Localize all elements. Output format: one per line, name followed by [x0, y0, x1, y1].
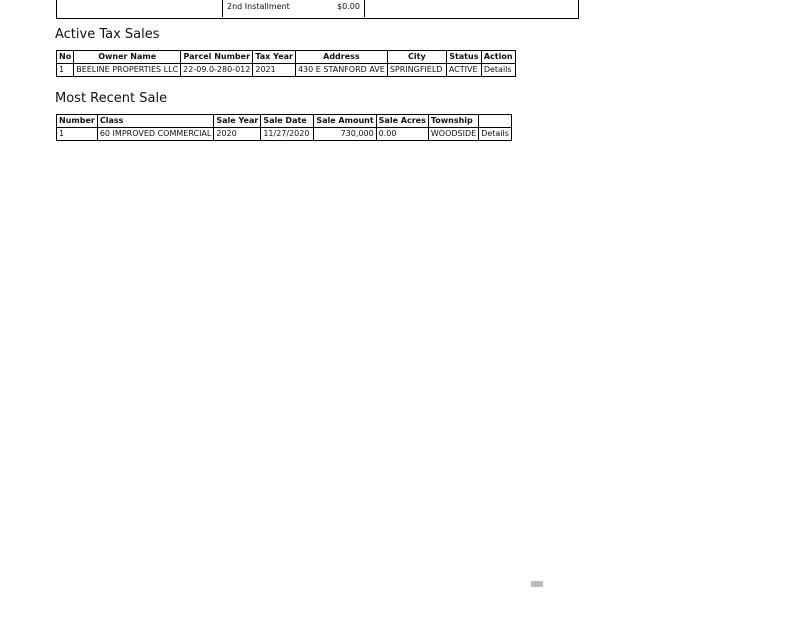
col-class: Class	[97, 115, 214, 128]
cell-status: ACTIVE	[446, 64, 481, 77]
col-address: Address	[295, 51, 387, 64]
col-sale-acres: Sale Acres	[376, 115, 428, 128]
col-owner-name: Owner Name	[74, 51, 181, 64]
col-action: Action	[481, 51, 515, 64]
table-row	[57, 64, 516, 77]
cell-sale-date: 11/27/2020	[261, 128, 314, 141]
cell-number: 1	[57, 128, 98, 141]
cell-class: 60 IMPROVED COMMERCIAL	[97, 128, 214, 141]
cell-divider	[222, 0, 223, 17]
col-sale-amount: Sale Amount	[314, 115, 376, 128]
col-tax-year: Tax Year	[253, 51, 296, 64]
installment-label: 2nd Installment	[227, 2, 290, 11]
active-tax-sales-heading: Active Tax Sales	[55, 27, 160, 42]
active-tax-sales-table	[56, 50, 516, 77]
cell-no: 1	[57, 64, 74, 77]
cell-city: SPRINGFIELD	[387, 64, 446, 77]
cell-tax-year: 2021	[253, 64, 296, 77]
col-status: Status	[446, 51, 481, 64]
col-no: No	[57, 51, 74, 64]
most-recent-sale-heading: Most Recent Sale	[55, 91, 168, 106]
col-city: City	[387, 51, 446, 64]
cell-address: 430 E STANFORD AVE	[295, 64, 387, 77]
most-recent-sale-table	[56, 114, 512, 141]
table-header-row	[57, 115, 512, 128]
table-header-row	[57, 51, 516, 64]
col-parcel-number: Parcel Number	[181, 51, 253, 64]
details-link[interactable]: Details	[479, 128, 512, 141]
installment-amount: $0.00	[337, 2, 360, 11]
cell-owner-name: BEELINE PROPERTIES LLC	[74, 64, 181, 77]
cell-divider	[364, 0, 365, 17]
col-sale-date: Sale Date	[261, 115, 314, 128]
cell-sale-amount: 730,000	[314, 128, 376, 141]
table-row	[57, 128, 512, 141]
col-number: Number	[57, 115, 98, 128]
cell-sale-year: 2020	[214, 128, 261, 141]
details-link[interactable]: Details	[481, 64, 515, 77]
installment-table	[56, 0, 579, 19]
cell-parcel-number: 22-09.0-280-012	[181, 64, 253, 77]
col-sale-year: Sale Year	[214, 115, 261, 128]
col-action	[479, 115, 512, 128]
cell-sale-acres: 0.00	[376, 128, 428, 141]
cell-township: WOODSIDE	[428, 128, 478, 141]
col-township: Township	[428, 115, 478, 128]
scan-mark	[531, 581, 543, 587]
